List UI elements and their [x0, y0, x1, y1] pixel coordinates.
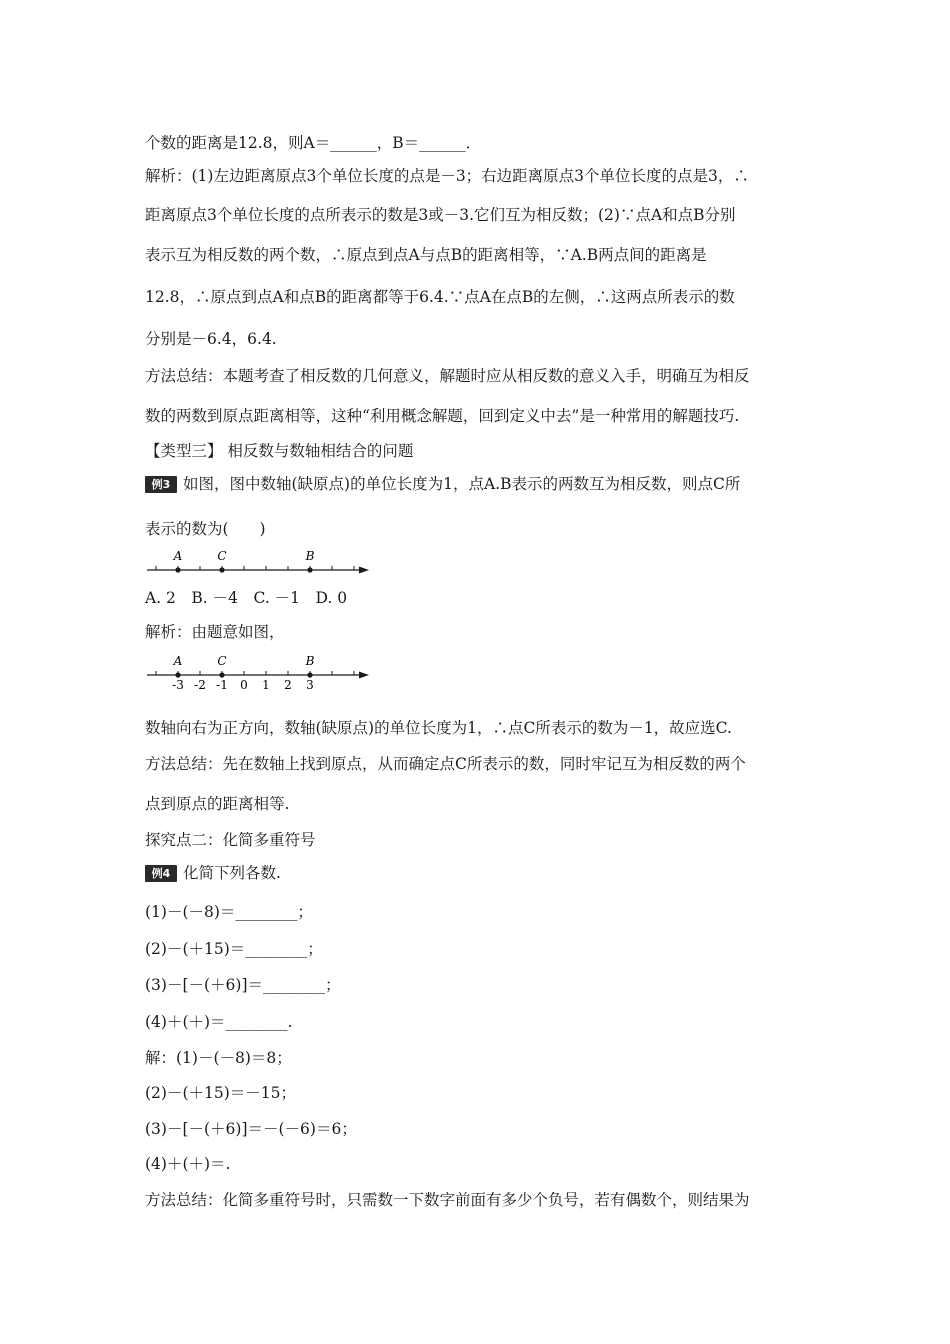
- question-item: (2)－(＋15)＝________；: [145, 940, 323, 958]
- example-badge: 例3: [145, 476, 177, 493]
- label-b: B: [305, 549, 315, 563]
- label-b: B: [305, 654, 315, 668]
- tick-labels: [172, 678, 314, 692]
- text-line: 12.8，∴原点到点A和点B的距离都等于6.4.∵点A在点B的左侧，∴这两点所表示的数: [145, 288, 735, 306]
- question-item: (1)－(－8)＝________；: [145, 903, 313, 921]
- solution-line: (2)－(＋15)＝－15；: [145, 1084, 296, 1102]
- number-line-figure-1: [145, 548, 375, 580]
- example-text: 如图，图中数轴(缺原点)的单位长度为1，点A.B表示的两数互为相反数，则点C所: [183, 475, 741, 493]
- example-text: 化简下列各数.: [183, 864, 281, 882]
- tick-label: -1: [216, 678, 228, 692]
- text-line: 表示的数为( ): [145, 520, 266, 538]
- question-item: (3)－[－(＋6)]＝________；: [145, 976, 341, 994]
- tick-label: 0: [240, 678, 248, 692]
- tick-label: -3: [172, 678, 184, 692]
- section-heading: 【类型三】 相反数与数轴相结合的问题: [145, 442, 414, 460]
- text-line: 点到原点的距离相等.: [145, 795, 290, 813]
- point-b: [307, 567, 312, 572]
- analysis-line: 解析：(1)左边距离原点3个单位长度的点是－3；右边距离原点3个单位长度的点是3，∴: [145, 167, 749, 185]
- point-c: [219, 567, 224, 572]
- tick-label: 1: [262, 678, 270, 692]
- method-summary-line: 方法总结：本题考查了相反数的几何意义，解题时应从相反数的意义入手，明确互为相反: [145, 367, 750, 385]
- number-line-figure-2: [145, 653, 375, 693]
- label-c: C: [217, 549, 227, 563]
- text-line: 分别是－6.4，6.4.: [145, 330, 277, 348]
- solution-line: (3)－[－(＋6)]＝－(－6)＝6；: [145, 1120, 357, 1138]
- text-line: 表示互为相反数的两个数，∴原点到点A与点B的距离相等，∵A.B两点间的距离是: [145, 246, 707, 264]
- text-line: 数的两数到原点距离相等，这种“利用概念解题，回到定义中去”是一种常用的解题技巧.: [145, 407, 740, 425]
- point-b: [307, 672, 312, 677]
- tick-label: 3: [306, 678, 314, 692]
- axis-arrow: [359, 567, 369, 574]
- text-line: 数轴向右为正方向，数轴(缺原点)的单位长度为1，∴点C所表示的数为－1，故应选C.: [145, 719, 732, 737]
- example-badge: 例4: [145, 865, 177, 882]
- example-4-line: [145, 863, 835, 883]
- label-c: C: [217, 654, 227, 668]
- method-summary-line: 方法总结：先在数轴上找到原点，从而确定点C所表示的数，同时牢记互为相反数的两个: [145, 755, 746, 773]
- example-3-line: [145, 474, 835, 494]
- solution-line: (4)＋(＋)＝.: [145, 1155, 231, 1173]
- text-line: 个数的距离是12.8，则A＝______，B＝______．: [145, 134, 482, 152]
- section-heading: 探究点二：化简多重符号: [145, 831, 316, 849]
- point-a: [175, 567, 180, 572]
- text-line: 距离原点3个单位长度的点所表示的数是3或－3.它们互为相反数；(2)∵点A和点B分别: [145, 206, 736, 224]
- method-summary-line: 方法总结：化简多重符号时，只需数一下数字前面有多少个负号，若有偶数个，则结果为: [145, 1191, 750, 1209]
- point-a: [175, 672, 180, 677]
- question-item: (4)＋(＋)＝________.: [145, 1013, 293, 1031]
- tick-label: -2: [194, 678, 206, 692]
- tick-label: 2: [284, 678, 292, 692]
- point-c: [219, 672, 224, 677]
- analysis-line: 解析：由题意如图，: [145, 623, 285, 641]
- solution-line: 解：(1)－(－8)＝8；: [145, 1049, 292, 1067]
- label-a: A: [173, 549, 183, 563]
- axis-arrow: [359, 672, 369, 679]
- choices-line: A. 2 B. －4 C. －1 D. 0: [145, 589, 348, 607]
- label-a: A: [173, 654, 183, 668]
